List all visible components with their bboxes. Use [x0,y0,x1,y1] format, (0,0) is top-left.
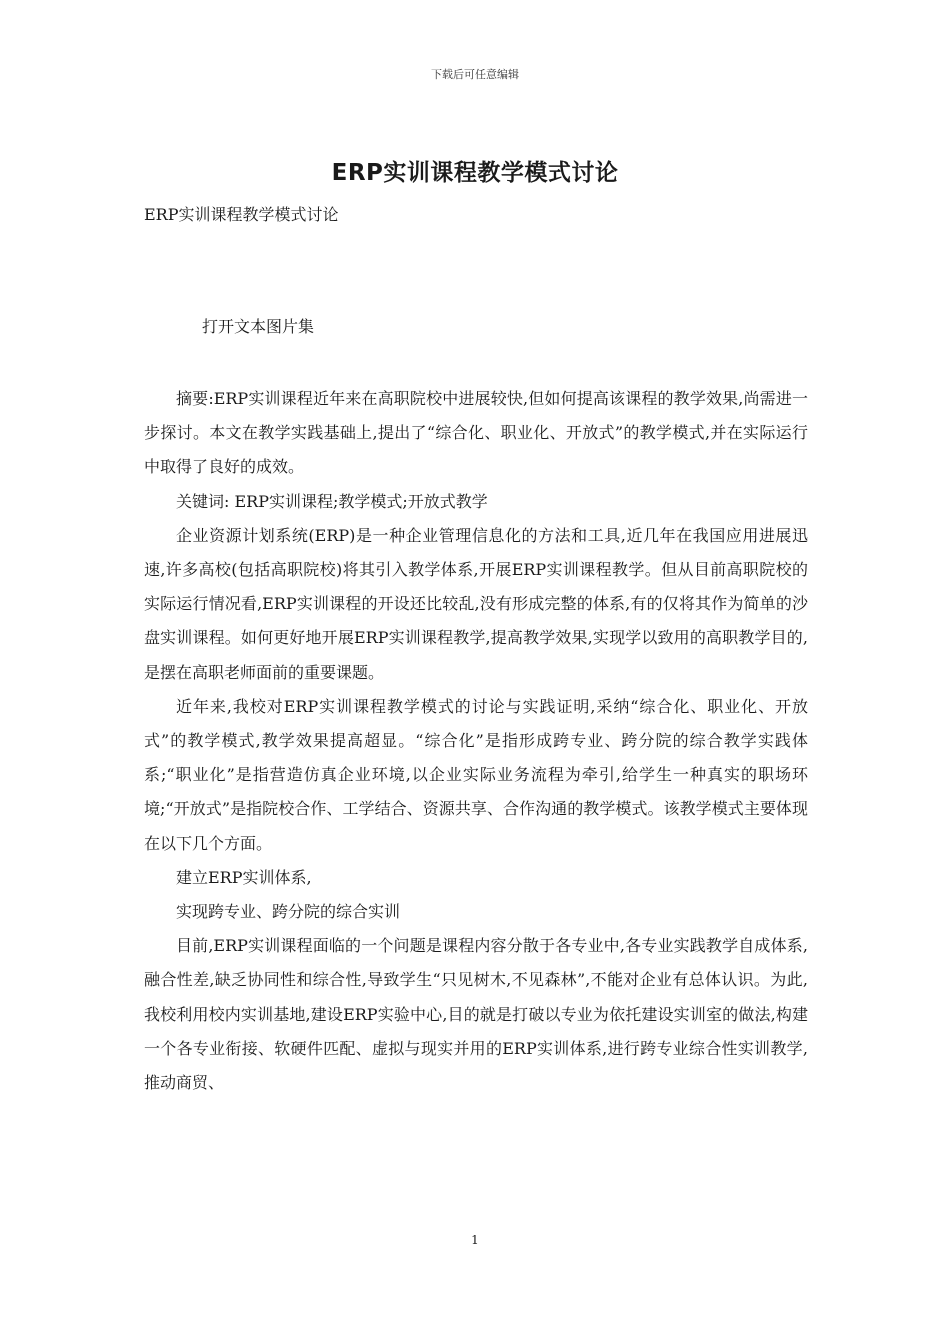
header-note: 下载后可任意编辑 [431,68,519,81]
body-paragraph: 企业资源计划系统(ERP)是一种企业管理信息化的方法和工具,近几年在我国应用进展迅速,许多高校(包括高职院校)将其引入教学体系,开展ERP实训课程教学。但从目前高职院校的实际运行情况看,ERP实训课程的开设还比较乱,没有形成完整的体系,有的仅将其作为简单的沙盘实训课程。如何更好地开展ERP实训课程教学,提高教学效果,实现学以致用的高职教学目的,是摆在高职老师面前的重要课题。 [144,525,808,682]
open-image-gallery-link[interactable]: 打开文本图片集 [202,317,315,336]
document-title: ERP实训课程教学模式讨论 [331,160,619,186]
page-number: 1 [471,1233,479,1247]
abstract-paragraph: 摘要:ERP实训课程近年来在高职院校中进展较快,但如何提高该课程的教学效果,尚需进一步探讨。本文在教学实践基础上,提出了“综合化、职业化、开放式”的教学模式,并在实际运行中取得了良好的成效。 [144,389,808,477]
body-paragraph: 目前,ERP实训课程面临的一个问题是课程内容分散于各专业中,各专业实践教学自成体系,融合性差,缺乏协同性和综合性,导致学生“只见树木,不见森林”,不能对企业有总体认识。为此,我校利用校内实训基地,建设ERP实验中心,目的就是打破以专业为依托建设实训室的做法,构建一个各专业衔接、软硬件匹配、虚拟与现实并用的ERP实训体系,进行跨专业综合性实训教学,推动商贸、 [144,936,808,1093]
section-heading: 实现跨专业、跨分院的综合实训 [176,902,401,922]
keywords-paragraph: 关键词: ERP实训课程;教学模式;开放式教学 [176,491,488,511]
section-heading: 建立ERP实训体系, [176,867,312,887]
document-subtitle: ERP实训课程教学模式讨论 [144,205,339,224]
body-paragraph: 近年来,我校对ERP实训课程教学模式的讨论与实践证明,采纳“综合化、职业化、开放式”的教学模式,教学效果提高超显。“综合化”是指形成跨专业、跨分院的综合教学实践体系;“职业化”是指营造仿真企业环境,以企业实际业务流程为牵引,给学生一种真实的职场环境;“开放式”是指院校合作、工学结合、资源共享、合作沟通的教学模式。该教学模式主要体现在以下几个方面。 [144,696,808,853]
document-body [144,382,808,1100]
